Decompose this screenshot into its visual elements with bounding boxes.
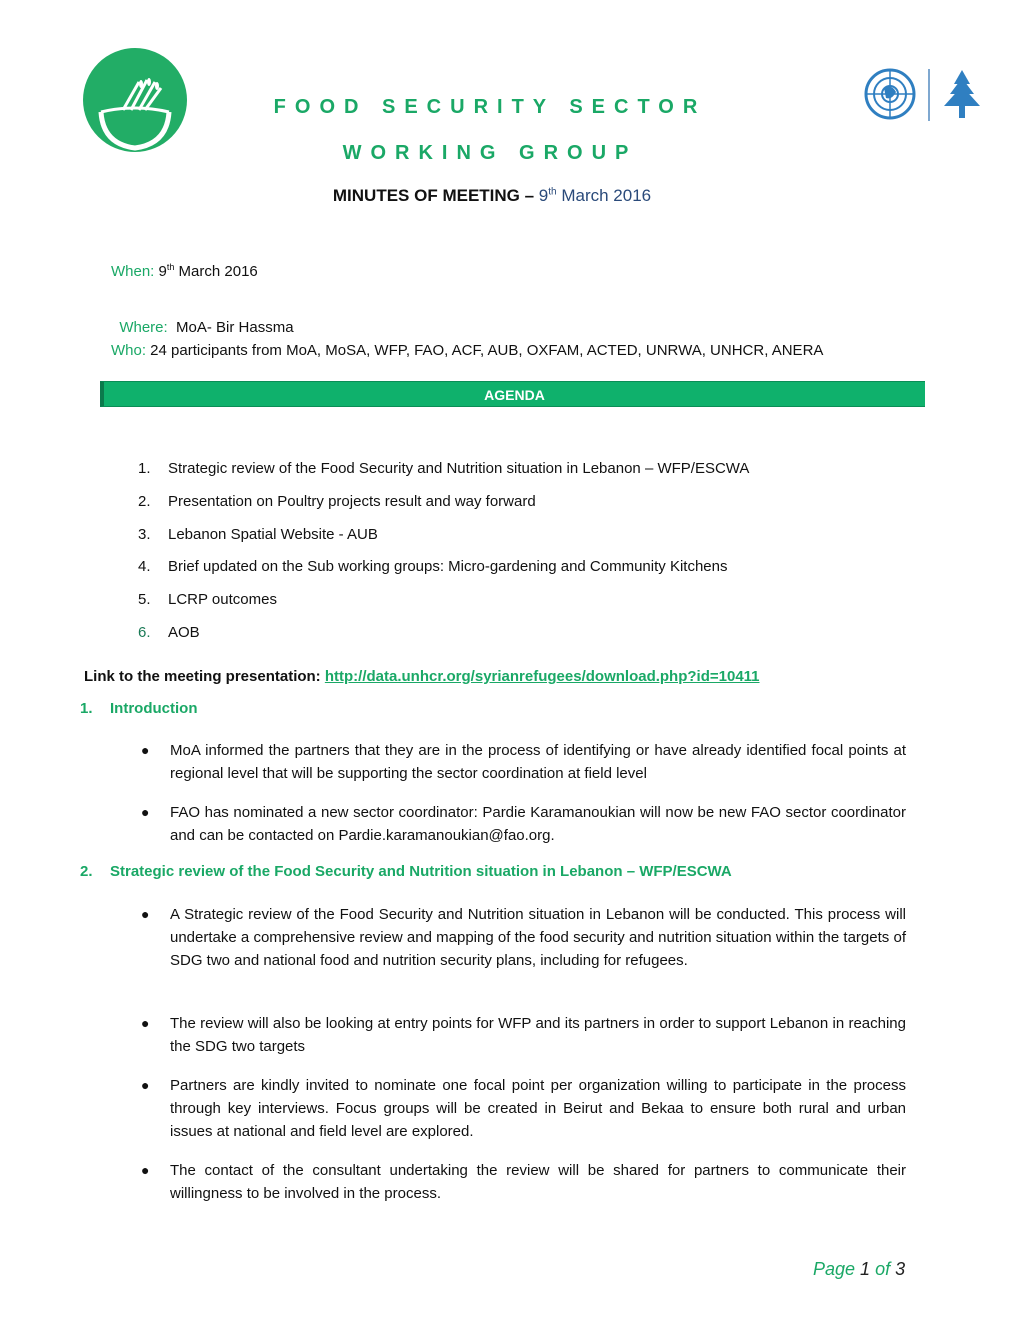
agenda-heading: AGENDA (100, 381, 925, 407)
agenda-item-number: 5. (138, 591, 151, 609)
when-label: When: (111, 263, 155, 280)
section-number: 1. (80, 700, 93, 717)
bullet-text: The review will also be looking at entry points for WFP and its partners in order to support Lebanon in reaching the SDG two targets (170, 1015, 906, 1055)
agenda-item-text: AOB (168, 623, 200, 641)
subtitle-day-suffix: th (548, 186, 557, 198)
bullet-text: Partners are kindly invited to nominate one focal point per organization willing to participate in the process through key interviews. Focus groups will be created in Beirut and Bekaa to ensure both rural and urban issues at national and field level are explored. (170, 1077, 906, 1140)
meeting-where (111, 302, 294, 336)
who-label: Who: (111, 342, 147, 359)
bullet-icon: ● (141, 1015, 150, 1031)
agenda-item-number: 1. (138, 460, 151, 477)
bullet-icon: ● (141, 906, 150, 922)
presentation-link-line (84, 668, 760, 685)
agenda-item (138, 458, 749, 491)
bullet-icon: ● (141, 1077, 150, 1093)
subtitle-day: 9 (538, 186, 549, 205)
agenda-item (138, 556, 749, 589)
bullet-item (141, 1012, 906, 1058)
bullet-item (141, 739, 906, 785)
page-word: Page (813, 1259, 861, 1279)
agenda-item-number: 2. (138, 492, 151, 510)
subtitle-prefix: MINUTES OF MEETING – (332, 186, 539, 205)
agenda-item-text: LCRP outcomes (168, 591, 277, 609)
agenda-item-text: Brief updated on the Sub working groups: Micro-gardening and Community Kitchens (168, 558, 728, 576)
agenda-item-number: 4. (138, 558, 151, 576)
page-total: 3 (895, 1259, 906, 1279)
who-value: 24 participants from MoA, MoSA, WFP, FAO, ACF, AUB, OXFAM, ACTED, UNRWA, UNHCR, ANERA (146, 342, 824, 359)
subtitle-month-year: March 2016 (556, 186, 652, 205)
page-number: 1 (860, 1259, 871, 1279)
when-day: 9 (154, 263, 167, 280)
bullet-item (141, 903, 906, 972)
agenda-item-text: Presentation on Poultry projects result and way forward (168, 492, 536, 510)
bullet-item (141, 1159, 906, 1205)
of-word: of (870, 1259, 896, 1279)
subtitle-date (539, 186, 651, 205)
where-value: MoA- Bir Hassma (167, 319, 294, 336)
agenda-item-text: Lebanon Spatial Website - AUB (168, 525, 378, 543)
section-title: Strategic review of the Food Security and Nutrition situation in Lebanon – WFP/ESCWA (110, 863, 732, 880)
agenda-item (138, 589, 749, 622)
section-heading-introduction (80, 700, 197, 717)
agenda-item (138, 622, 749, 655)
working-group-title: WORKING GROUP (342, 142, 638, 164)
minutes-subtitle (0, 186, 984, 206)
sector-title: FOOD SECURITY SECTOR (273, 96, 707, 118)
bullet-text: A Strategic review of the Food Security and Nutrition situation in Lebanon will be conducted. This process will undertake a comprehensive review and mapping of the food security and nutrition situation within the targets of SDG two and national food and nutrition security plans, including for refugees. (170, 906, 906, 969)
agenda-item-text: Strategic review of the Food Security and Nutrition situation in Lebanon – WFP/ESCWA (168, 460, 750, 477)
when-rest: March 2016 (174, 263, 258, 280)
when-day-suffix: th (166, 262, 175, 272)
presentation-link-label: Link to the meeting presentation: (84, 668, 325, 685)
agenda-item-number: 6. (138, 623, 151, 641)
section-title: Introduction (110, 700, 198, 717)
bullet-icon: ● (141, 742, 150, 758)
bullet-text: The contact of the consultant undertaking the review will be shared for partners to communicate their willingness to be involved in the process. (170, 1162, 906, 1202)
meeting-who (111, 342, 823, 359)
where-label: Where: (119, 319, 168, 336)
bullet-text: MoA informed the partners that they are in the process of identifying or have already identified focal points at regional level that will be supporting the sector coordination at field level (170, 742, 906, 782)
bullet-icon: ● (141, 1162, 150, 1178)
page-indicator (813, 1259, 905, 1280)
meeting-when (111, 262, 258, 280)
bullet-icon: ● (141, 804, 150, 820)
agenda-item (138, 491, 749, 524)
section-number: 2. (80, 863, 93, 880)
presentation-link[interactable]: http://data.unhcr.org/syrianrefugees/download.php?id=10411 (324, 668, 760, 685)
agenda-list (138, 458, 749, 655)
agenda-item (138, 524, 749, 557)
bullet-text: FAO has nominated a new sector coordinator: Pardie Karamanoukian will now be new FAO sector coordinator and can be contacted on Pardie.karamanoukian@fao.org. (170, 804, 906, 844)
agenda-item-number: 3. (138, 525, 151, 543)
bullet-item (141, 1074, 906, 1143)
bullet-item (141, 801, 906, 847)
section-heading-strategic-review (80, 863, 732, 880)
